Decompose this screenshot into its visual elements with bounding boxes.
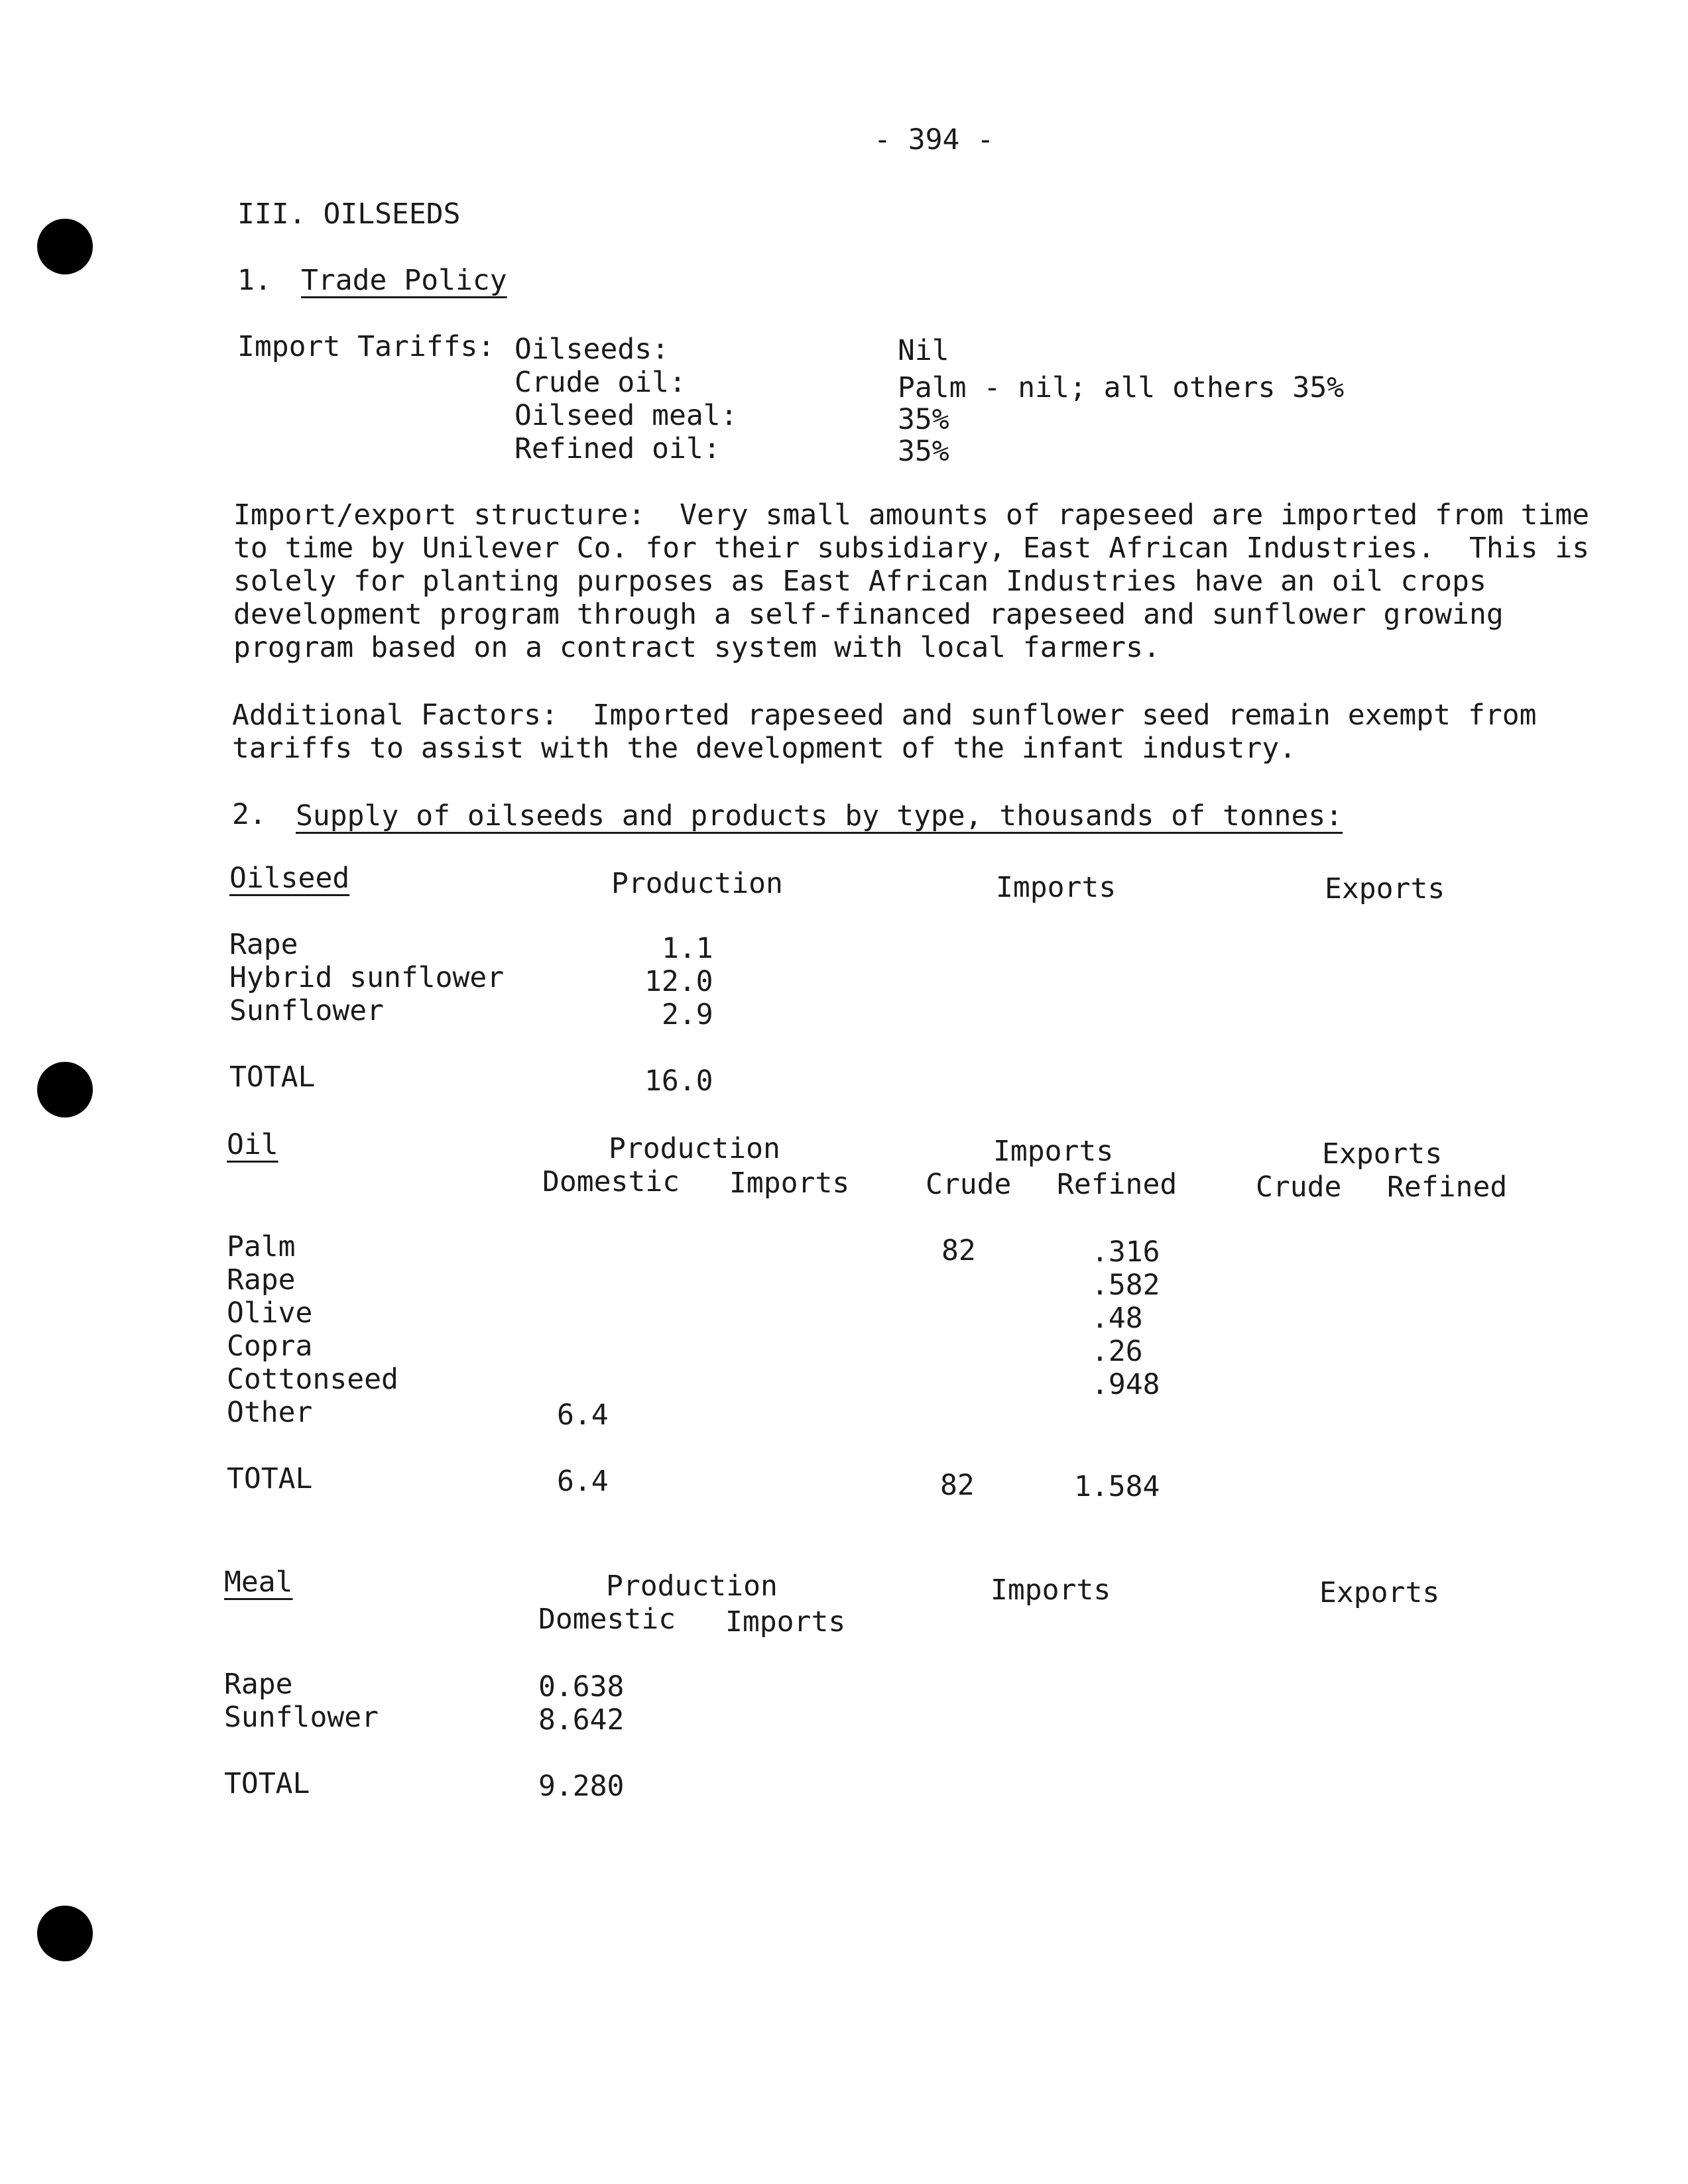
meal-row-domestic: 8.642 <box>538 1703 625 1737</box>
oil-header-refined: Refined <box>1057 1168 1177 1201</box>
oil-row-refined: .26 <box>1091 1335 1143 1368</box>
tariff-item: Oilseed meal: <box>514 399 738 432</box>
oil-row-name: Palm <box>227 1230 296 1263</box>
oil-row-refined: .316 <box>1091 1236 1160 1269</box>
page-number: - 394 - <box>874 123 995 156</box>
meal-total-domestic: 9.280 <box>538 1770 625 1803</box>
trade-policy-heading: Trade Policy <box>301 264 507 297</box>
meal-header-domestic: Domestic <box>538 1603 676 1636</box>
tariffs-label: Import Tariffs: <box>237 330 495 363</box>
oil-row-domestic: 6.4 <box>557 1399 609 1432</box>
paragraph-line: Import/export structure: Very small amounts of rapeseed are imported from time <box>233 498 1590 532</box>
meal-header-production: Production <box>606 1570 778 1603</box>
paragraph-line: solely for planting purposes as East African Industries have an oil crops <box>233 565 1486 598</box>
paragraph-line: program based on a contract system with local farmers. <box>233 631 1160 664</box>
oilseed-row-production: 2.9 <box>662 998 713 1031</box>
oilseed-header-exports: Exports <box>1325 872 1445 905</box>
trade-policy-number: 1. <box>237 264 272 297</box>
meal-row-name: Rape <box>224 1668 293 1701</box>
tariff-rate: 35% <box>898 435 949 468</box>
oilseed-row-name: Sunflower <box>229 994 384 1027</box>
meal-label: Meal <box>224 1566 293 1599</box>
oilseed-total-name: TOTAL <box>229 1061 316 1094</box>
oil-header-production: Production <box>609 1132 780 1165</box>
oil-row-name: Olive <box>227 1296 313 1330</box>
oil-row-refined: .582 <box>1091 1269 1160 1302</box>
oil-row-refined: .48 <box>1091 1302 1143 1335</box>
oil-header-crude: Crude <box>926 1168 1012 1201</box>
oil-row-refined: .948 <box>1091 1368 1160 1401</box>
oil-row-name: Other <box>227 1396 313 1429</box>
meal-row-name: Sunflower <box>224 1701 379 1734</box>
section-heading: III. OILSEEDS <box>237 198 461 231</box>
tariff-rate: Nil <box>898 334 949 367</box>
oil-header-imports: Imports <box>993 1135 1114 1168</box>
oil-total-refined: 1.584 <box>1074 1470 1160 1503</box>
oil-header-export-refined: Refined <box>1387 1171 1508 1204</box>
punch-hole-middle <box>37 1062 93 1118</box>
meal-header-exports: Exports <box>1319 1576 1440 1609</box>
meal-header-prod-imports: Imports <box>725 1605 846 1638</box>
meal-total-name: TOTAL <box>224 1767 310 1800</box>
oil-header-prod-imports: Imports <box>729 1167 850 1200</box>
oilseed-header-production: Production <box>611 867 783 900</box>
tariff-item: Refined oil: <box>514 432 721 465</box>
oil-total-name: TOTAL <box>227 1462 313 1495</box>
oilseed-row-name: Rape <box>229 928 298 961</box>
oil-row-name: Rape <box>227 1263 296 1296</box>
punch-hole-bottom <box>37 1906 93 1961</box>
paragraph-line: to time by Unilever Co. for their subsidiary, East African Industries. This is <box>233 532 1590 565</box>
oilseed-header-imports: Imports <box>996 871 1116 904</box>
oil-total-crude: 82 <box>940 1469 975 1502</box>
oil-row-crude: 82 <box>941 1234 976 1267</box>
tariff-rate: 35% <box>898 403 949 436</box>
meal-header-imports: Imports <box>991 1574 1111 1607</box>
tariff-item: Oilseeds: <box>514 333 669 366</box>
supply-heading: Supply of oilseeds and products by type, thousands of tonnes: <box>296 799 1343 833</box>
meal-row-domestic: 0.638 <box>538 1670 625 1703</box>
paragraph-line: development program through a self-financed rapeseed and sunflower growing <box>233 598 1504 631</box>
punch-hole-top <box>37 219 93 274</box>
oil-label: Oil <box>227 1128 278 1161</box>
oil-row-name: Copra <box>227 1330 313 1363</box>
oilseed-row-name: Hybrid sunflower <box>229 961 505 994</box>
oil-row-name: Cottonseed <box>227 1363 398 1396</box>
oil-header-export-crude: Crude <box>1256 1171 1342 1204</box>
oilseed-row-production: 1.1 <box>662 932 713 965</box>
oil-header-exports: Exports <box>1322 1137 1443 1171</box>
oil-total-domestic: 6.4 <box>557 1465 609 1498</box>
additional-factors-paragraph <box>232 699 1537 765</box>
oilseed-row-production: 12.0 <box>644 965 713 998</box>
supply-number: 2. <box>232 798 267 831</box>
oilseed-label: Oilseed <box>229 862 350 895</box>
paragraph-line: tariffs to assist with the development of the infant industry. <box>232 732 1297 765</box>
tariff-rate: Palm - nil; all others 35% <box>898 371 1345 404</box>
oil-header-domestic: Domestic <box>542 1165 680 1198</box>
import-export-paragraph <box>233 498 1589 664</box>
oilseed-total-production: 16.0 <box>644 1064 713 1098</box>
tariff-item: Crude oil: <box>514 366 686 399</box>
paragraph-line: Additional Factors: Imported rapeseed and sunflower seed remain exempt from <box>232 699 1537 732</box>
